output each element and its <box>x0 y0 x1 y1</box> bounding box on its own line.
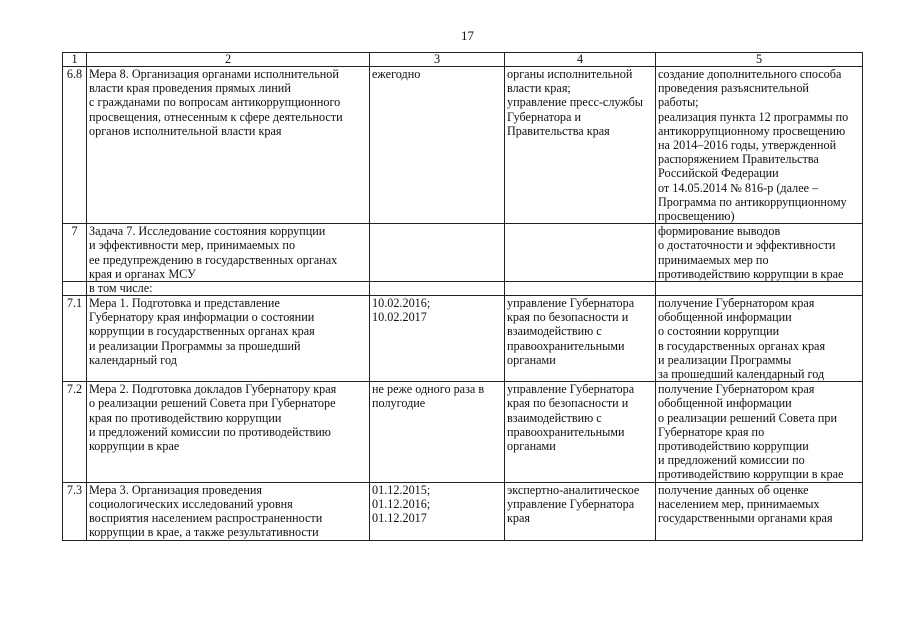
row-number: 7.3 <box>63 482 87 540</box>
table-row <box>63 282 863 296</box>
term-cell: ежегодно <box>370 67 505 224</box>
executor-cell <box>505 224 656 282</box>
term-cell <box>370 224 505 282</box>
column-header-4: 4 <box>505 53 656 67</box>
term-cell: не реже одного раза в полугодие <box>370 382 505 482</box>
column-header-1: 1 <box>63 53 87 67</box>
term-cell: 01.12.2015; 01.12.2016; 01.12.2017 <box>370 482 505 540</box>
result-cell: получение Губернатором края обобщенной информации о реализации решений Совета при Губернаторе края по противодействию коррупции и предложений комиссии по противодействию коррупции в крае <box>656 382 863 482</box>
table-row <box>63 382 863 482</box>
table-row <box>63 296 863 382</box>
row-number <box>63 282 87 296</box>
result-cell <box>656 282 863 296</box>
measure-cell: Мера 1. Подготовка и представление Губернатору края информации о состоянии коррупции в государственных органах края и реализации Программы за прошедший календарный год <box>87 296 370 382</box>
result-cell: создание дополнительного способа проведения разъяснительной работы; реализация пункта 12 программы по антикоррупционному просвещению на 2014–2016 годы, утвержденной распоряжением Правительства Российской Федерации от 14.05.2014 № 816-р (далее – Программа по антикоррупционному просвещению) <box>656 67 863 224</box>
measure-cell: Мера 3. Организация проведения социологических исследований уровня восприятия населением распространенности коррупции в крае, а также результативности <box>87 482 370 540</box>
table-row <box>63 482 863 540</box>
result-cell: формирование выводов о достаточности и эффективности принимаемых мер по противодействию коррупции в крае <box>656 224 863 282</box>
subheading-cell: в том числе: <box>87 282 370 296</box>
term-cell <box>370 282 505 296</box>
executor-cell: управление Губернатора края по безопасности и взаимодействию с правоохранительными органами <box>505 382 656 482</box>
column-header-3: 3 <box>370 53 505 67</box>
row-number: 6.8 <box>63 67 87 224</box>
row-number: 7.1 <box>63 296 87 382</box>
measure-cell: Мера 2. Подготовка докладов Губернатору края о реализации решений Совета при Губернаторе края по противодействию коррупции и предложений комиссии по противодействию коррупции в крае <box>87 382 370 482</box>
term-cell: 10.02.2016; 10.02.2017 <box>370 296 505 382</box>
result-cell: получение Губернатором края обобщенной информации о состоянии коррупции в государственных органах края и реализации Программы за прошедший календарный год <box>656 296 863 382</box>
table-row <box>63 67 863 224</box>
row-number: 7 <box>63 224 87 282</box>
measure-cell: Задача 7. Исследование состояния коррупции и эффективности мер, принимаемых по ее предупреждению в государственных органах края и органах МСУ <box>87 224 370 282</box>
result-cell: получение данных об оценке населением мер, принимаемых государственными органами края <box>656 482 863 540</box>
column-header-2: 2 <box>87 53 370 67</box>
executor-cell: органы исполнительной власти края; управление пресс-службы Губернатора и Правительства края <box>505 67 656 224</box>
row-number: 7.2 <box>63 382 87 482</box>
measure-cell: Мера 8. Организация органами исполнительной власти края проведения прямых линий с гражданами по вопросам антикоррупционного просвещения, отнесенным к сфере деятельности органов исполнительной власти края <box>87 67 370 224</box>
executor-cell: экспертно-аналитическое управление Губернатора края <box>505 482 656 540</box>
table-row <box>63 224 863 282</box>
executor-cell <box>505 282 656 296</box>
page-number: 17 <box>461 28 474 43</box>
executor-cell: управление Губернатора края по безопасности и взаимодействию с правоохранительными органами <box>505 296 656 382</box>
column-header-5: 5 <box>656 53 863 67</box>
table-header-row <box>63 53 863 67</box>
measures-table <box>62 52 863 541</box>
